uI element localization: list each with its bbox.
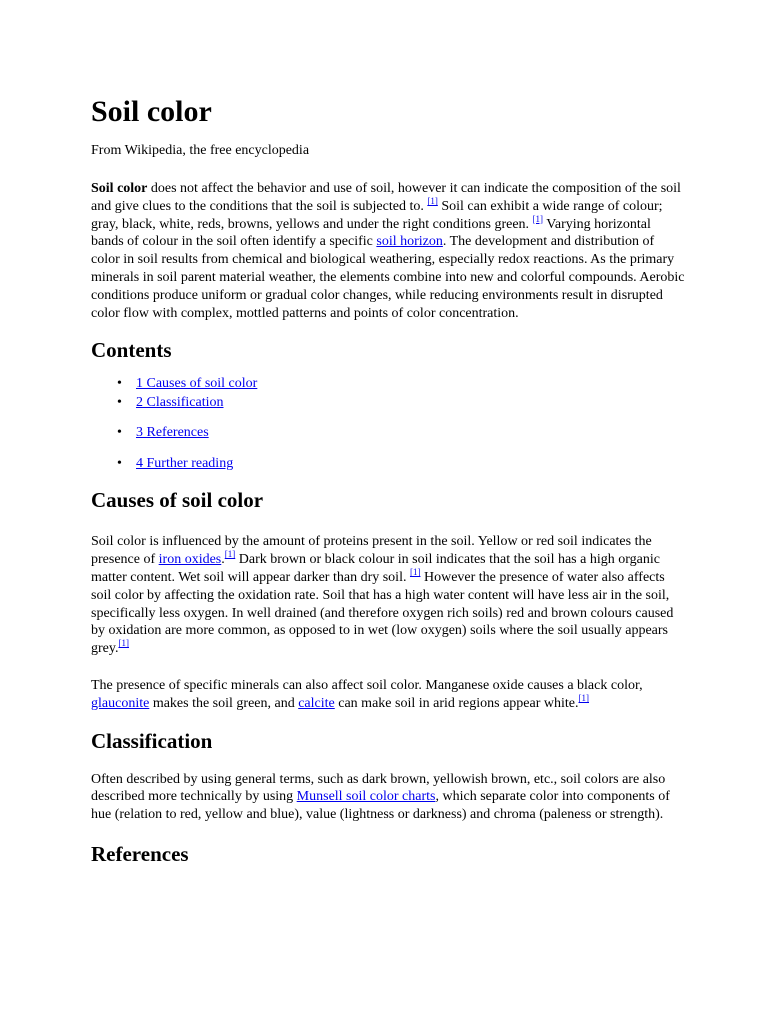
toc-item-classification	[91, 394, 685, 412]
intro-ref-2-link[interactable]: [1]	[532, 213, 544, 224]
page-subtitle: From Wikipedia, the free encyclopedia	[91, 143, 310, 158]
causes-text-2: .	[221, 552, 225, 568]
munsell-link[interactable]: Munsell soil color charts	[296, 789, 436, 805]
toc-bullet: •	[117, 395, 122, 411]
soil-horizon-link[interactable]: soil horizon	[376, 234, 443, 250]
causes-paragraph-1	[91, 533, 685, 658]
intro-text-1: does not affect the behavior and use of soil, however it can indicate the composition of the soil and give clues to the conditions that the soil is subjected to.	[91, 181, 681, 214]
toc-bullet: •	[117, 456, 122, 472]
toc-bullet: •	[117, 376, 122, 392]
minerals-text-2: makes the soil green, and	[149, 695, 299, 711]
toc-link-further-reading[interactable]: 4 Further reading	[136, 456, 234, 472]
intro-text-3: Varying horizontal bands of colour in the soil often identify a specific	[91, 216, 651, 250]
classification-paragraph	[91, 771, 685, 824]
causes-text-4: However the presence of water also affects soil color by affecting the oxidation rate. Soil that has a high water content will have less air in the soil, specifically less oxygen. In well drained (and therefore oxygen rich soils) red and brown colours caused by oxidation are more common, as opposed to in wet (low oxygen) soils where the soil usually appears grey.	[91, 569, 674, 657]
toc-item-further-reading	[91, 455, 685, 473]
iron-oxides-link[interactable]: iron oxides	[158, 552, 222, 568]
minerals-text-1: The presence of specific minerals can also affect soil color. Manganese oxide causes a black color,	[91, 677, 643, 693]
causes-text-1: Soil color is influenced by the amount of proteins present in the soil. Yellow or red soil indicates the presence of	[91, 534, 652, 568]
causes-ref-1-link[interactable]: [1]	[224, 549, 236, 560]
glauconite-link[interactable]: glauconite	[91, 695, 150, 711]
intro-ref-1	[427, 196, 438, 206]
causes-ref-2	[410, 567, 421, 577]
causes-paragraph-2	[91, 677, 685, 713]
intro-bold-term: Soil color	[91, 181, 148, 196]
minerals-ref-1-link[interactable]: [1]	[578, 692, 589, 703]
article	[91, 92, 685, 868]
causes-ref-2-link[interactable]: [1]	[409, 566, 421, 577]
minerals-ref-1	[579, 693, 590, 703]
intro-ref-1-link[interactable]: [1]	[427, 195, 438, 206]
minerals-text-3: can make soil in arid regions appear white.	[334, 695, 579, 711]
table-of-contents	[91, 375, 685, 473]
toc-link-causes[interactable]: 1 Causes of soil color	[136, 376, 258, 392]
causes-ref-3	[118, 638, 129, 648]
calcite-link[interactable]: calcite	[298, 695, 335, 711]
page-title: Soil color	[91, 95, 212, 128]
toc-item-causes	[91, 375, 685, 393]
classification-heading: Classification	[91, 728, 213, 753]
toc-link-classification[interactable]: 2 Classification	[136, 395, 224, 411]
intro-text-4: . The development and distribution of color in soil results from chemical and biological weathering, especially redox reactions. As the primary minerals in soil parent material weather, the elements combine into new and colorful compounds. Aerobic conditions produce uniform or gradual color changes, while reducing environments result in disrupted color flow with complex, mottled patterns and points of color concentration.	[91, 234, 685, 321]
causes-heading: Causes of soil color	[91, 488, 264, 513]
toc-link-references[interactable]: 3 References	[136, 425, 209, 441]
toc-item-references	[91, 424, 685, 442]
classification-text-1: Often described by using general terms, such as dark brown, yellowish brown, etc., soil colors are also described more technically by using	[91, 771, 666, 805]
causes-ref-1	[225, 549, 236, 559]
intro-paragraph	[91, 180, 685, 322]
intro-text-2: Soil can exhibit a wide range of colour; gray, black, white, reds, browns, yellows and under the right conditions green.	[91, 198, 663, 232]
classification-text-2: , which separate color into components of hue (relation to red, yellow and blue), value (lightness or darkness) and chroma (paleness or strength).	[91, 789, 670, 823]
contents-heading: Contents	[91, 338, 172, 363]
causes-text-3: Dark brown or black colour in soil indicates that the soil has a high organic matter content. Wet soil will appear darker than dry soil.	[91, 552, 660, 585]
toc-bullet: •	[117, 425, 122, 441]
intro-ref-2	[533, 214, 544, 224]
references-heading: References	[91, 841, 189, 866]
causes-ref-3-link[interactable]: [1]	[118, 638, 129, 649]
